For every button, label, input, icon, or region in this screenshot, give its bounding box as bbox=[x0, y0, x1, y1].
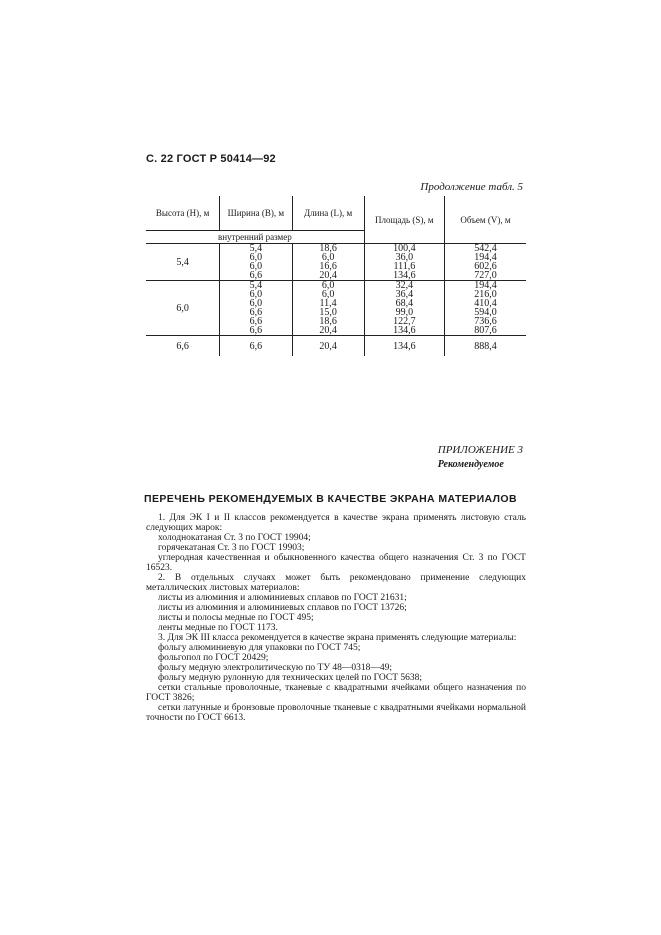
cell-volume: 194,4 216,0 410,4 594,0 736,6 807,6 bbox=[474, 280, 497, 336]
cell-width: 6,6 bbox=[220, 336, 292, 357]
paragraph: сетки стальные проволочные, тканевые с квадратными ячейками общего назначения по ГОСТ 3826; bbox=[146, 683, 526, 703]
appendix-status: Рекомендуемое bbox=[437, 459, 504, 470]
paragraph: 3. Для ЭК III класса рекомендуется в качестве экрана применять следующие материалы: bbox=[158, 633, 517, 643]
paragraph: листы из алюминия и алюминиевых сплавов по ГОСТ 13726; bbox=[158, 603, 407, 613]
col-header-volume: Объем (V), м bbox=[444, 196, 526, 244]
paragraph: ленты медные по ГОСТ 1173. bbox=[158, 623, 278, 633]
paragraph: углеродная качественная и обыкновенного качества общего назначения Ст. 3 по ГОСТ 16523. bbox=[146, 553, 526, 573]
table-header-row bbox=[146, 196, 526, 231]
paragraph: 2. В отдельных случаях может быть рекомендовано применение следующих металлических листовых материалов: bbox=[146, 573, 526, 593]
col-header-height: Высота (H), м bbox=[146, 196, 220, 231]
cell-volume: 542,4 194,4 602,6 727,0 bbox=[474, 243, 497, 281]
paragraph: листы из алюминия и алюминиевых сплавов по ГОСТ 21631; bbox=[158, 593, 407, 603]
cell-area: 100,4 36,0 111,6 134,6 bbox=[364, 244, 444, 281]
table-continuation-label: Продолжение табл. 5 bbox=[420, 181, 523, 193]
table-row bbox=[146, 244, 526, 281]
cell-height: 5,4 bbox=[146, 244, 220, 281]
paragraph: фольгу медную рулонную для технических целей по ГОСТ 5638; bbox=[158, 673, 423, 683]
paragraph: горячекатаная Ст. 3 по ГОСТ 19903; bbox=[158, 543, 305, 553]
dimensions-table bbox=[146, 196, 526, 356]
cell-length: 18,6 6,0 16,6 20,4 bbox=[292, 244, 364, 281]
cell-height: 6,6 bbox=[146, 336, 220, 357]
paragraph: листы и полосы медные по ГОСТ 495; bbox=[158, 613, 314, 623]
cell-height: 6,0 bbox=[146, 281, 220, 336]
cell-width: 5,4 6,0 6,0 6,6 bbox=[220, 244, 292, 281]
cell-width: 5,4 6,0 6,0 6,6 6,6 6,6 bbox=[220, 281, 292, 336]
appendix-label: ПРИЛОЖЕНИЕ 3 bbox=[437, 444, 523, 456]
paragraph: сетки латунные и бронзовые проволочные тканевые с квадратными ячейками нормальной точности по ГОСТ 6613. bbox=[146, 703, 526, 723]
cell-length: 20,4 bbox=[292, 336, 364, 357]
table-row bbox=[146, 336, 526, 357]
appendix-heading bbox=[438, 444, 523, 470]
table-row bbox=[146, 281, 526, 336]
paragraph: фольгу медную электролитическую по ТУ 48—0318—49; bbox=[158, 663, 393, 673]
paragraph: 1. Для ЭК I и II классов рекомендуется в качестве экрана применять листовую сталь следующих марок: bbox=[146, 513, 526, 533]
cell-length: 6,0 6,0 11,4 15,0 18,6 20,4 bbox=[292, 281, 364, 336]
paragraph: фольгопол по ГОСТ 20429; bbox=[158, 653, 269, 663]
col-header-width: Ширина (B), м bbox=[220, 196, 292, 231]
paragraph: фольгу алюминиевую для упаковки по ГОСТ 745; bbox=[158, 643, 361, 653]
cell-area: 134,6 bbox=[364, 336, 444, 357]
col-header-area: Площадь (S), м bbox=[364, 196, 444, 244]
cell-volume: 888,4 bbox=[474, 340, 497, 352]
col-header-length: Длина (L), м bbox=[292, 196, 364, 231]
cell-area: 32,4 36,4 68,4 99,0 122,7 134,6 bbox=[364, 281, 444, 336]
col-subheader: внутренний размер bbox=[146, 231, 364, 244]
paragraph: холоднокатаная Ст. 3 по ГОСТ 19904; bbox=[158, 533, 311, 543]
page-header: С. 22 ГОСТ Р 50414—92 bbox=[146, 153, 276, 165]
section-title: ПЕРЕЧЕНЬ РЕКОМЕНДУЕМЫХ В КАЧЕСТВЕ ЭКРАНА МАТЕРИАЛОВ bbox=[144, 493, 517, 505]
materials-list bbox=[146, 513, 526, 723]
